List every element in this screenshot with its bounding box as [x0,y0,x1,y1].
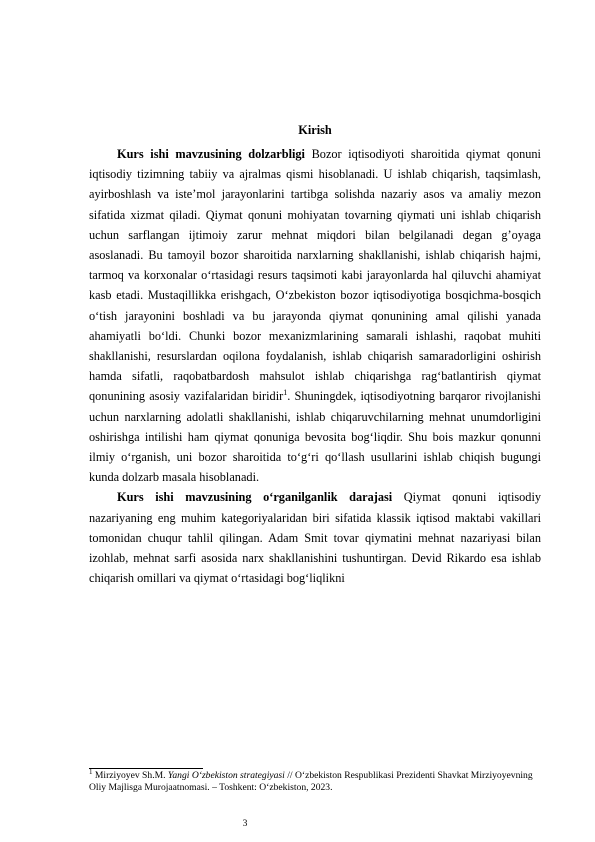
footnote-marker: 1 [89,767,93,776]
footnote-divider [89,768,203,769]
paragraph-text: Bozor iqtisodiyoti sharoitida qiymat qonuni iqtisodiy tizimning tabiiy va ajralmas qismi hisoblanadi. U ishlab chiqarish, taqsimlash, ayirboshlash va iste’mol jarayonlarini tartibga solishda nazariy asos va amaliy mezon sifatida xizmat qiladi. Qiymat qonuni mohiyatan tovarning qiymati uni ishlab chiqarish uchun sarflangan ijtimoiy zarur mehnat miqdori bilan belgilanadi degan g’oyaga asoslanadi. Bu tamoyil bozor sharoitida narxlarning shakllanishi, ishlab chiqarish hajmi, tarmoq va korxonalar o‘rtasidagi resurs taqsimoti kabi jarayonlarda hal qiluvchi ahamiyat kasb etadi. Mustaqillikka erishgach, O‘zbekiston bozor iqtisodiyotiga bosqichma-bosqich o‘tish jarayonini boshladi va bu jarayonda qiymat qonunining amal qilishi yanada ahamiyatli bo‘ldi. Chunki bozor mexanizmlarining samarali ishlashi, raqobat muhiti shakllanishi, resurslardan oqilona foydalanish, ishlab chiqarish samaradorligini oshirish hamda sifatli, raqobatbardosh mahsulot ishlab chiqarishga rag‘batlantirish qiymat qonunining asosiy vazifalaridan biridir [89,147,541,404]
paragraph-lead: Kurs ishi mavzusining dolzarbligi [117,147,305,161]
page-number: 3 [242,818,248,829]
paragraph-text: Qiymat qonuni iqtisodiy nazariyaning eng muhim kategoriyalaridan biri sifatida klassik iqtisod maktabi vakillari tomonidan chuqur tahlil qilingan. Adam Smit tovar qiymatini mehnat nazariyasi bilan izohlab, mehnat sarfi asosida narx shakllanishini tushuntirgan. Devid Rikardo esa ishlab chiqarish omillari va qiymat o‘rtasidagi bog‘liqlikni [89,490,542,586]
paragraph-lead: Kurs ishi mavzusining o‘rganilganlik darajasi [117,490,393,505]
footnote-author: Mirziyoyev Sh.M. [92,770,168,781]
footnote-title: Yangi O‘zbekiston strategiyasi [167,770,285,781]
footnote-reference[interactable]: 1 [283,388,288,398]
footnote [89,767,541,794]
paragraph-relevance [89,144,541,487]
footnote-source: // O‘zbekiston Respublikasi Prezidenti Shavkat Mirziyoyevning Oliy Majlisga Murojaatnomasi. – Toshkent: O‘zbekiston, 2023. [89,770,533,793]
main-text [89,116,541,588]
paragraph-study-level [89,487,541,588]
paragraph-text-continued: . Shuningdek, iqtisodiyotning barqaror rivojlanishi uchun narxlarning adolatli shakllanishi, ishlab chiqaruvchilarning mehnat unumdorligini oshirishga intilishi ham qiymat qonuniga bevosita bog‘liqdir. Shu bois mazkur qonunni ilmiy o‘rganish, uni bozor sharoitida to‘g‘ri qo‘llash usullarini ishlab chiqish bugungi kunda dolzarb masala hisoblanadi. [89,389,541,485]
section-heading: Kirish [298,123,332,137]
